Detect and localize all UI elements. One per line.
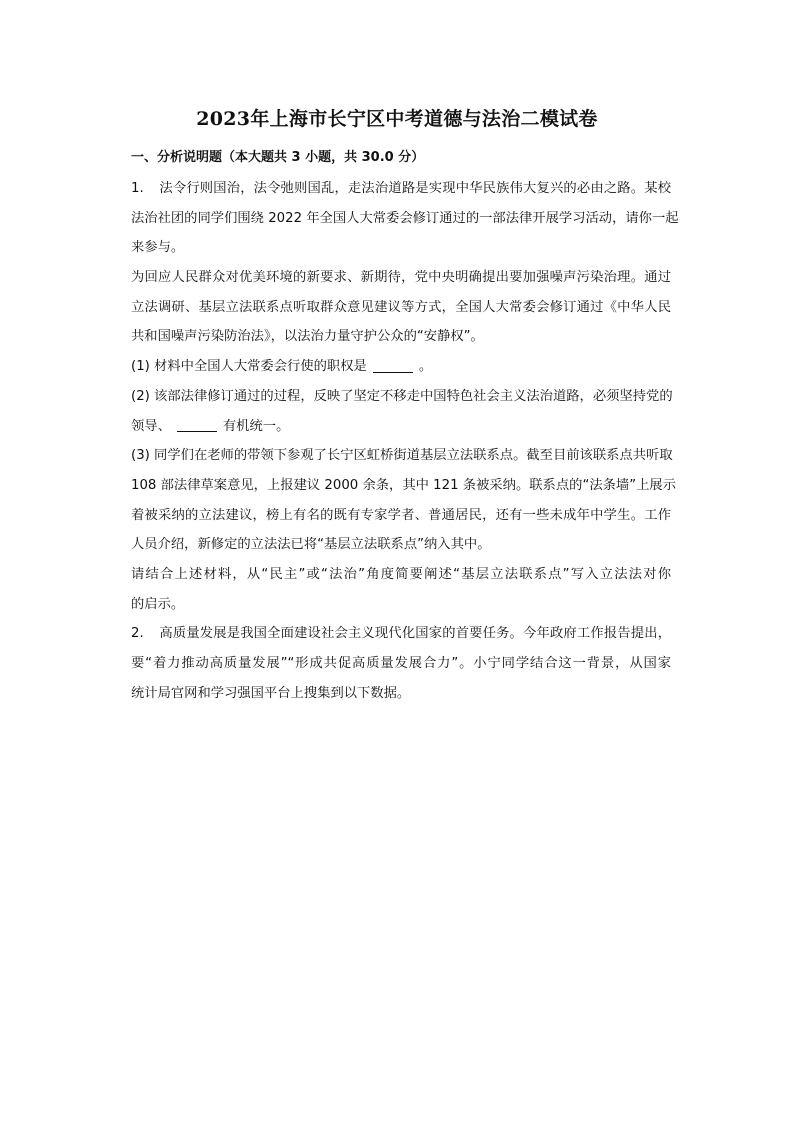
sub1-prefix: (1) 材料中全国人大常委会行使的职权是 xyxy=(131,359,367,375)
answer-blank[interactable] xyxy=(177,419,217,432)
sub2-suffix: 有机统一。 xyxy=(222,418,290,434)
q2-line-3: 统计局官网和学习强国平台上搜集到以下数据。 xyxy=(131,685,411,701)
answer-blank[interactable] xyxy=(373,360,413,373)
sub2-prefix: 领导、 xyxy=(131,418,171,434)
q1-sub1 xyxy=(131,352,671,382)
q1-line-3: 来参与。 xyxy=(131,240,185,256)
q1-line-2: 法治社团的同学们围绕 2022 年全国人大常委会修订通过的一部法律开展学习活动，请你一起 xyxy=(131,210,679,226)
q1-sub3-1: (3) 同学们在老师的带领下参观了长宁区虹桥街道基层立法联系点。截至目前该联系点共听取 xyxy=(131,448,673,464)
q1-sub2-2 xyxy=(131,412,671,442)
q1-material-2: 立法调研、基层立法联系点听取群众意见建议等方式，全国人大常委会修订通过《中华人民 xyxy=(131,299,671,315)
sub1-suffix: 。 xyxy=(418,359,433,375)
q2-line-2: 要“着力推动高质量发展”“形成共促高质量发展合力”。小宁同学结合这一背景，从国家 xyxy=(131,656,671,671)
question-body xyxy=(131,174,679,708)
q1-sub3-4: 人员介绍，新修定的立法法已将“基层立法联系点”纳入其中。 xyxy=(131,537,491,553)
q2-line-1 xyxy=(131,619,671,649)
q1-sub3-5: 请结合上述材料，从“民主”或“法治”角度简要阐述“基层立法联系点”写入立法法对你 xyxy=(131,566,671,582)
q1-material-3: 共和国噪声污染防治法》，以法治力量守护公众的“安静权”。 xyxy=(131,329,484,345)
q1-line-1 xyxy=(131,174,671,204)
q2-text: 高质量发展是我国全面建设社会主义现代化国家的首要任务。今年政府工作报告提出， xyxy=(159,626,672,642)
q1-material-1: 为回应人民群众对优美环境的新要求、新期待，党中央明确提出要加强噪声污染治理。通过 xyxy=(131,270,671,286)
q1-sub2-1: (2) 该部法律修订通过的过程，反映了坚定不移走中国特色社会主义法治道路，必须坚持党的 xyxy=(131,388,673,404)
q1-sub3-3: 着被采纳的立法建议，榜上有名的既有专家学者、普通居民，还有一些未成年中学生。工作 xyxy=(131,507,671,523)
q1-sub3-2: 108 部法律草案意见，上报建议 2000 余条，其中 121 条被采纳。联系点的“法条墙”上展示 xyxy=(131,477,677,493)
q1-sub3-6: 的启示。 xyxy=(131,596,185,612)
q1-intro-text: 法令行则国治，法令弛则国乱，走法治道路是实现中华民族伟大复兴的必由之路。某校 xyxy=(159,181,672,196)
question-number: 2. xyxy=(131,626,144,642)
page-title: 2023年上海市长宁区中考道德与法治二模试卷 xyxy=(196,108,598,130)
question-number: 1. xyxy=(131,181,144,196)
section-heading: 一、分析说明题（本大题共 3 小题，共 30.0 分） xyxy=(131,150,425,165)
